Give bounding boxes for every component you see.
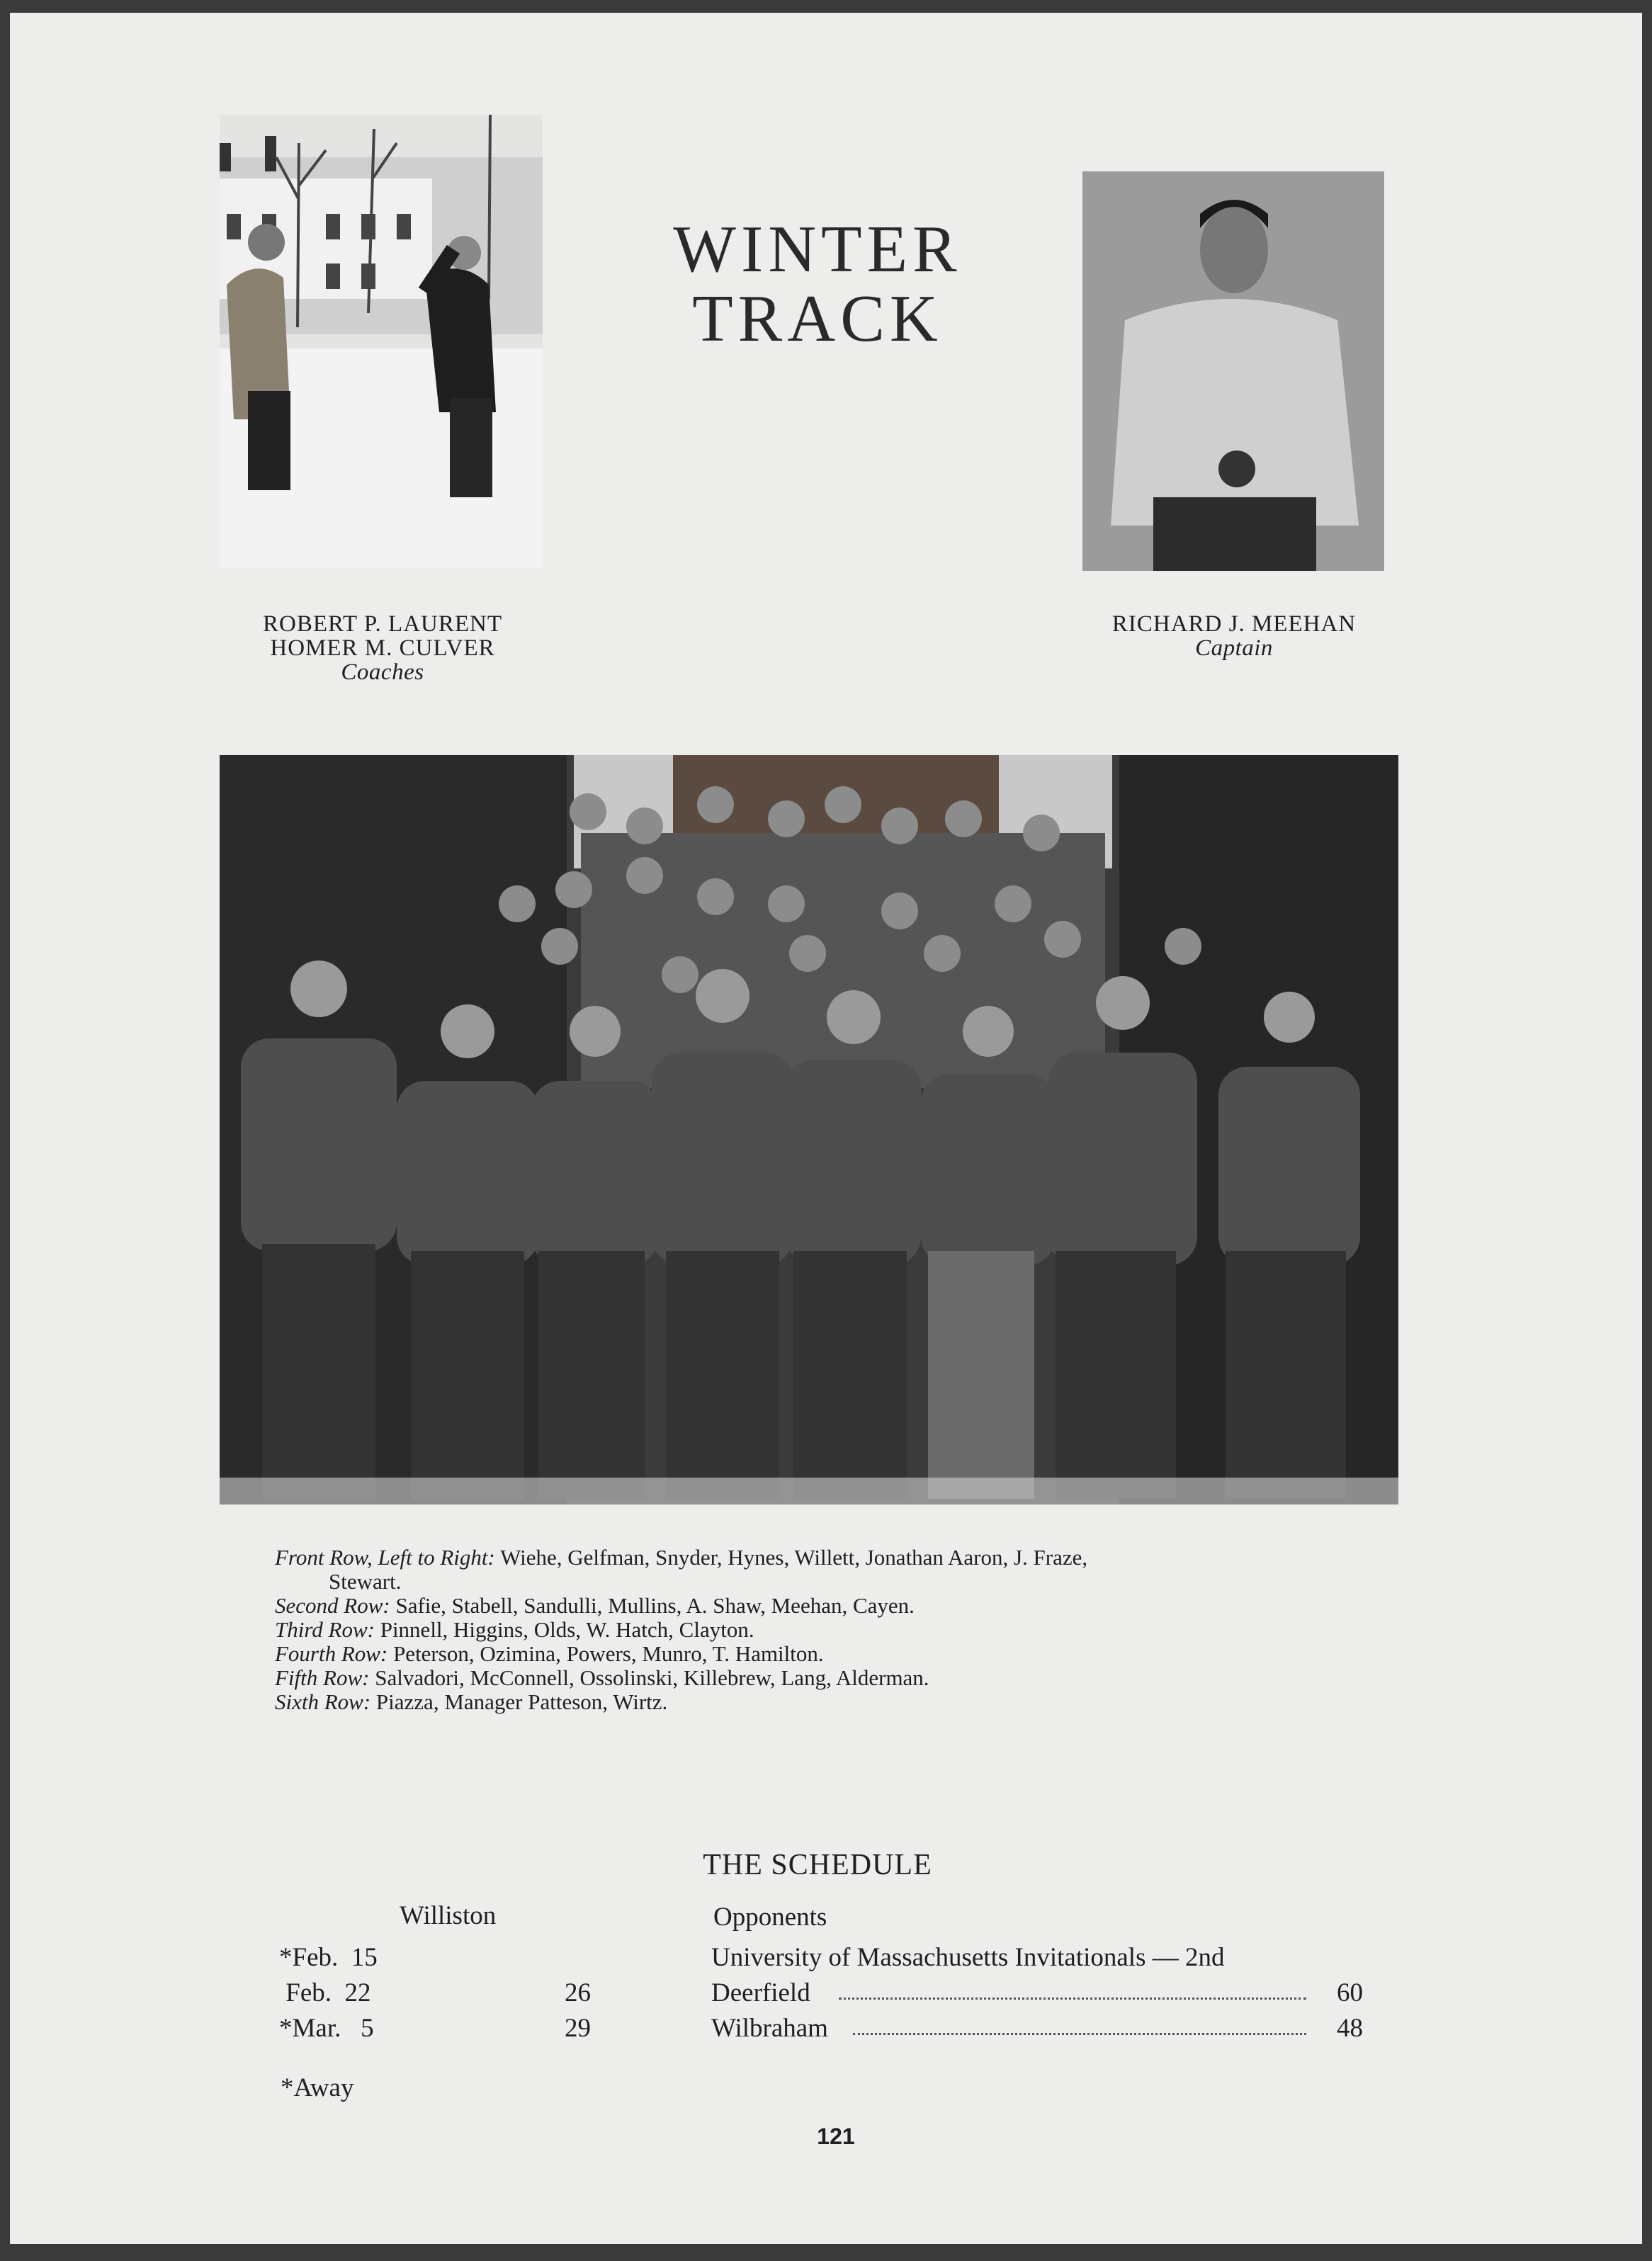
row-label: Third Row:: [275, 1617, 375, 1642]
schedule-row: [279, 1978, 1363, 2012]
coaches-photo: [220, 115, 543, 568]
row-names: Salvadori, McConnell, Ossolinski, Killebrew, Lang, Alderman.: [375, 1665, 929, 1690]
caption-row: [275, 1594, 1359, 1618]
row-label: Fifth Row:: [275, 1665, 370, 1690]
team-photo: [220, 755, 1398, 1504]
dot-leader: [839, 1998, 1306, 2000]
caption-row: [275, 1642, 1359, 1666]
row-names-continued: Stewart.: [329, 1569, 402, 1594]
opponent-score: 60: [1337, 1978, 1363, 2007]
meet-date: Feb. 22: [279, 1978, 371, 2007]
row-label: Sixth Row:: [275, 1689, 371, 1714]
row-label: Front Row, Left to Right:: [275, 1545, 495, 1570]
col-head-williston: Williston: [400, 1901, 497, 1930]
row-names: Pinnell, Higgins, Olds, W. Hatch, Clayton.: [380, 1617, 754, 1642]
caption-row: [275, 1690, 1359, 1714]
captain-caption: [1065, 612, 1403, 660]
williston-score: 29: [565, 2014, 591, 2043]
coach-name-2: HOMER M. CULVER: [270, 635, 495, 661]
row-names: Safie, Stabell, Sandulli, Mullins, A. Shaw, Meehan, Cayen.: [395, 1593, 915, 1618]
col-head-opponents: Opponents: [713, 1903, 827, 1932]
captain-role: Captain: [1195, 635, 1273, 661]
coaches-role: Coaches: [341, 659, 424, 685]
coaches-caption: [215, 612, 550, 684]
row-label: Fourth Row:: [275, 1641, 388, 1666]
row-names: Peterson, Ozimina, Powers, Munro, T. Hamilton.: [393, 1641, 824, 1666]
caption-row: [275, 1618, 1359, 1642]
williston-score: 26: [565, 1978, 591, 2007]
opponent-name: Deerfield: [711, 1978, 810, 2007]
coach-name-1: ROBERT P. LAURENT: [262, 611, 503, 637]
team-photo-caption: [275, 1546, 1359, 1714]
opponent-score: 48: [1337, 2014, 1363, 2043]
row-names: Piazza, Manager Patteson, Wirtz.: [375, 1689, 668, 1714]
captain-name: RICHARD J. MEEHAN: [1111, 611, 1357, 637]
opponent-name: University of Massachusetts Invitationals — 2nd: [711, 1943, 1225, 1972]
caption-row: [275, 1546, 1359, 1594]
title-line-1: WINTER: [673, 212, 962, 286]
schedule-title: THE SCHEDULE: [703, 1849, 932, 1881]
opponent-name: Wilbraham: [711, 2014, 828, 2043]
away-footnote: *Away: [281, 2073, 354, 2102]
page-title: [647, 212, 988, 356]
captain-photo: [1082, 171, 1384, 571]
schedule-row: [279, 1942, 1363, 1976]
schedule-row: [279, 2013, 1363, 2047]
meet-date: *Mar. 5: [279, 2014, 374, 2043]
title-line-2: TRACK: [692, 282, 943, 356]
yearbook-page: [10, 13, 1642, 2244]
dot-leader: [853, 2033, 1306, 2035]
page-number: 121: [817, 2124, 855, 2149]
row-names: Wiehe, Gelfman, Snyder, Hynes, Willett, Jonathan Aaron, J. Fraze,: [500, 1545, 1088, 1570]
row-label: Second Row:: [275, 1593, 390, 1618]
meet-date: *Feb. 15: [279, 1943, 378, 1972]
caption-row: [275, 1666, 1359, 1690]
